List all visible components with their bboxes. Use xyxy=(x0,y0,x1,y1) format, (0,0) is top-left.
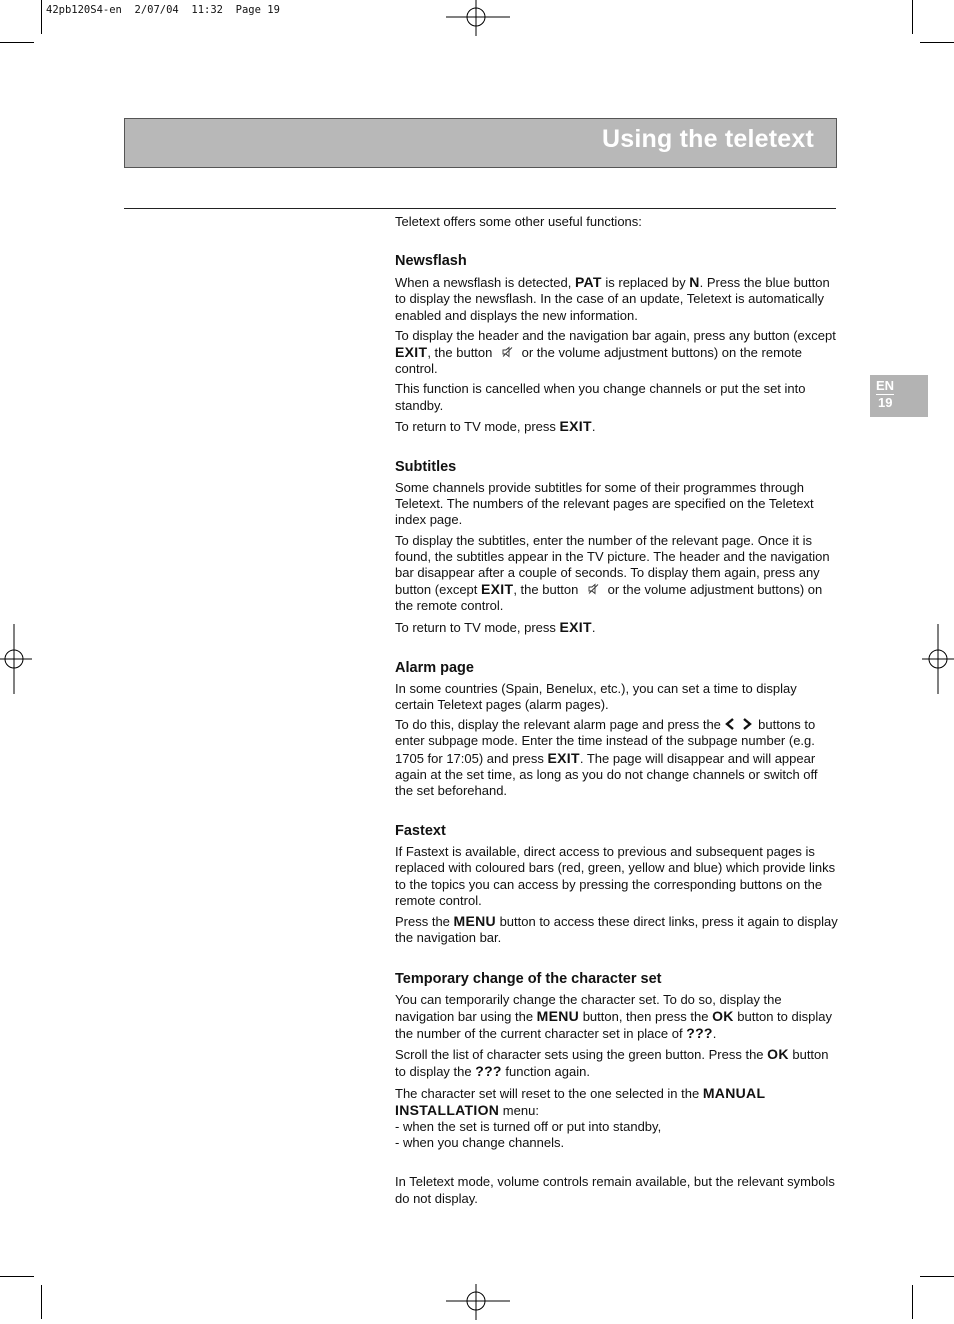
newsflash-paragraph: This function is cancelled when you change channels or put the set into standby. xyxy=(395,381,806,413)
charset-paragraph: Scroll the list of character sets using the green button. Press the OK button to display the ??? function again. xyxy=(395,1046,829,1080)
section-divider xyxy=(124,208,836,209)
crop-mark xyxy=(0,1276,34,1277)
language-code: EN xyxy=(876,378,895,393)
closing-note: In Teletext mode, volume controls remain available, but the relevant symbols do not display. xyxy=(395,1174,835,1206)
intro-text: Teletext offers some other useful functions: xyxy=(395,214,642,229)
subtitles-paragraph: To display the subtitles, enter the number of the relevant page. Once it is found, the subtitles appear in the TV picture. The header and the navigation bar disappear after a couple of seconds. To display them again, press any button (except EXIT, the button or the volume adjustment buttons) on the remote control. xyxy=(395,532,830,614)
charset-paragraph: You can temporarily change the character set. To do so, display the navigation bar using the MENU button, then press the OK button to display the number of the current character set in place of ???. xyxy=(395,991,832,1041)
print-slug: 42pb120S4-en 2/07/04 11:32 Page 19 xyxy=(46,4,280,16)
crop-mark xyxy=(0,42,34,43)
alarm-paragraph: In some countries (Spain, Benelux, etc.), you can set a time to display certain Teletext pages (alarm pages). xyxy=(395,680,797,713)
registration-mark-left xyxy=(0,624,60,664)
left-right-arrows-icon xyxy=(725,718,755,730)
mute-icon xyxy=(496,346,518,358)
charset-section xyxy=(395,970,838,1152)
alarm-heading: Alarm page xyxy=(395,659,474,676)
main-content xyxy=(395,214,838,1211)
subtitles-paragraph: To return to TV mode, press EXIT. xyxy=(395,618,596,635)
newsflash-paragraph: To display the header and the navigation bar again, press any button (except EXIT, the button or the volume adjustment buttons) on the remote control. xyxy=(395,327,836,377)
charset-heading: Temporary change of the character set xyxy=(395,970,662,987)
registration-mark-top xyxy=(446,0,506,40)
page-number: 19 xyxy=(878,395,893,410)
crop-mark xyxy=(920,1276,954,1277)
crop-mark xyxy=(41,1285,42,1319)
page-title: Using the teletext xyxy=(602,125,814,153)
newsflash-section xyxy=(395,252,838,435)
subtitles-section xyxy=(395,458,838,636)
subtitles-heading: Subtitles xyxy=(395,459,457,476)
registration-mark-right xyxy=(920,624,954,664)
subtitles-paragraph: Some channels provide subtitles for some of their programmes through Teletext. The numbers of the relevant pages are specified on the Teletext index page. xyxy=(395,480,814,528)
newsflash-paragraph: When a newsflash is detected, PAT is replaced by N. Press the blue button to display the newsflash. In the case of an update, Teletext is automatically enabled and displays the new information. xyxy=(395,274,830,323)
mute-icon xyxy=(582,583,604,595)
language-page-tab xyxy=(870,375,928,417)
crop-mark xyxy=(920,42,954,43)
crop-mark xyxy=(41,0,42,34)
fastext-paragraph: If Fastext is available, direct access to previous and subsequent pages is replaced with coloured bars (red, green, yellow and blue) which provide links to the topics you can access by pressing the corresponding buttons on the remote control. xyxy=(395,844,836,908)
alarm-section xyxy=(395,659,838,799)
chapter-title-bar xyxy=(124,118,837,168)
registration-mark-bottom xyxy=(446,1284,506,1324)
fastext-section xyxy=(395,822,838,946)
newsflash-paragraph: To return to TV mode, press EXIT. xyxy=(395,417,596,434)
list-item: - when you change channels. xyxy=(395,1135,565,1151)
newsflash-heading: Newsflash xyxy=(395,253,467,270)
crop-mark xyxy=(912,0,913,34)
fastext-heading: Fastext xyxy=(395,823,446,840)
crop-mark xyxy=(912,1285,913,1319)
alarm-paragraph: To do this, display the relevant alarm page and press the buttons to enter subpage mode. Enter the time instead of the subpage number (e.g. 1705 for 17:05) and press EXIT. The page will disappear and will appear again at the set time, as long as you do not change channels or switch off the set beforehand. xyxy=(395,717,818,799)
charset-paragraph: The character set will reset to the one selected in the MANUAL INSTALLATION menu: - when the set is turned off or put into standby, - when you change channels. xyxy=(395,1084,766,1151)
fastext-paragraph: Press the MENU button to access these direct links, press it again to display the navigation bar. xyxy=(395,913,838,946)
list-item: - when the set is turned off or put into standby, xyxy=(395,1118,662,1134)
